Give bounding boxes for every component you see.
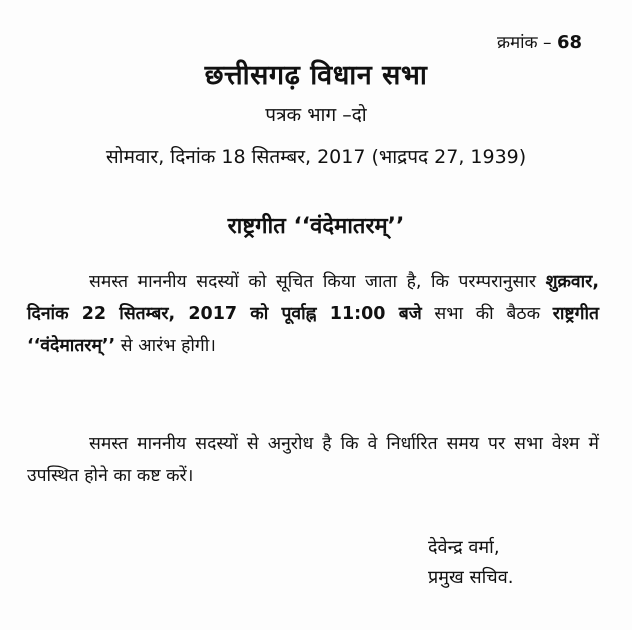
serial-value: 68 xyxy=(556,32,582,53)
para1-text-c: से आरंभ होगी। xyxy=(120,336,216,356)
para1-bold-date: शुक्रवार, दिनांक 22 सितम्बर, 2017 को पूर्वाह्न 11:00 बजे xyxy=(27,272,599,324)
subject-heading: राष्ट्रगीत ‘‘वंदेमातरम्’’ xyxy=(227,214,405,239)
date-line: सोमवार, दिनांक 18 सितम्बर, 2017 (भाद्रपद 27, 1939) xyxy=(105,146,527,168)
para1-text-b: सभा की बैठक xyxy=(434,304,541,324)
serial-dash: – xyxy=(543,33,552,53)
org-title: छत्तीसगढ़ विधान सभा xyxy=(204,60,428,91)
para1-bold-song: राष्ट्रगीत ‘‘वंदेमातरम्’’ xyxy=(27,304,599,356)
serial-label: क्रमांक xyxy=(496,33,538,53)
signature-block xyxy=(428,533,513,593)
bulletin-title: पत्रक भाग –दो xyxy=(265,104,367,126)
serial-number xyxy=(497,30,582,53)
paragraph-2 xyxy=(27,428,599,492)
signatory-name: देवेन्द्र वर्मा, xyxy=(428,537,500,558)
paragraph-1 xyxy=(27,266,599,362)
para2-text: समस्त माननीय सदस्यों से अनुरोध है कि वे निर्धारित समय पर सभा वेश्म में उपस्थित होने का कष्ट करें। xyxy=(27,434,599,486)
para1-text-a: समस्त माननीय सदस्यों को सूचित किया जाता है, कि परम्परानुसार xyxy=(89,272,537,292)
signatory-designation: प्रमुख सचिव. xyxy=(428,567,514,588)
